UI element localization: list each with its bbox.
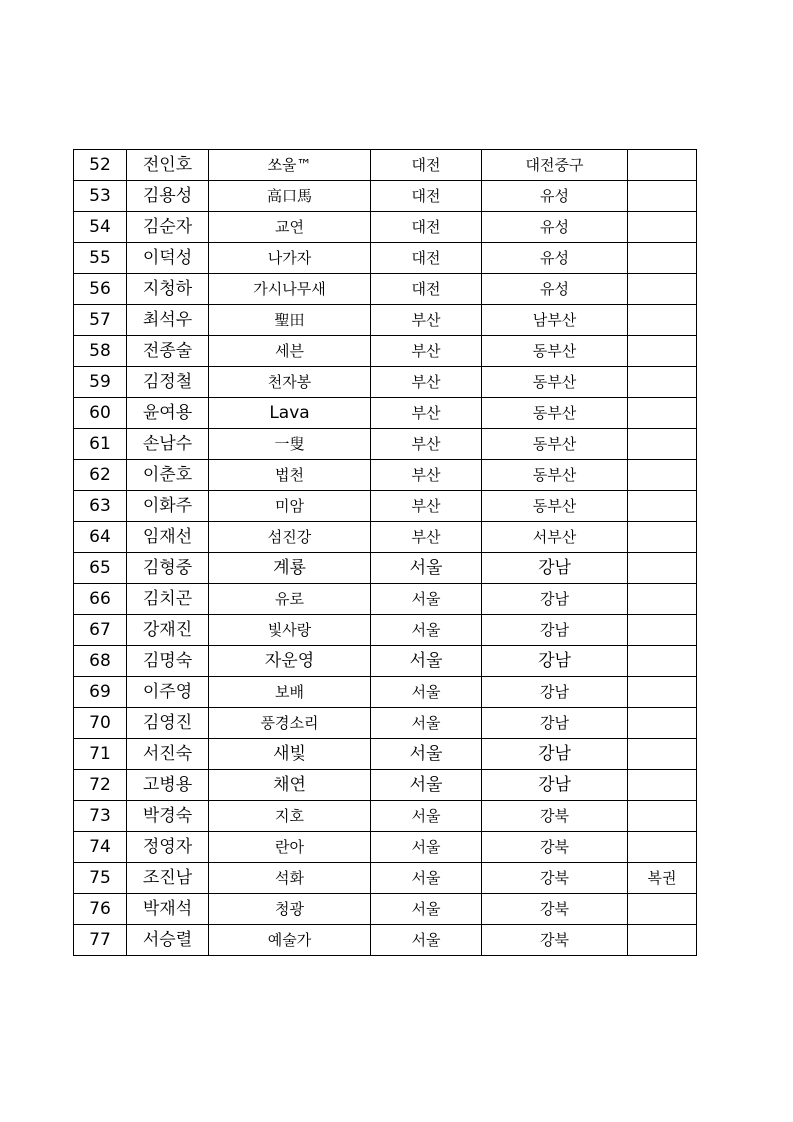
row-number-cell: 65 <box>74 553 127 584</box>
region-cell: 대전 <box>371 274 482 305</box>
region-cell: 서울 <box>371 646 482 677</box>
branch-cell: 강북 <box>482 863 628 894</box>
nickname-cell: 보배 <box>209 677 371 708</box>
member-name-cell: 강재진 <box>127 615 209 646</box>
row-number-cell: 63 <box>74 491 127 522</box>
table-row <box>74 894 697 925</box>
table-row <box>74 677 697 708</box>
table-row <box>74 460 697 491</box>
nickname-cell: 유로 <box>209 584 371 615</box>
member-name-cell: 서진숙 <box>127 739 209 770</box>
note-cell: 복권 <box>628 863 697 894</box>
branch-cell: 강남 <box>482 646 628 677</box>
note-cell <box>628 615 697 646</box>
row-number-cell: 60 <box>74 398 127 429</box>
nickname-cell: 법천 <box>209 460 371 491</box>
table-row <box>74 305 697 336</box>
branch-cell: 유성 <box>482 243 628 274</box>
branch-cell: 강남 <box>482 677 628 708</box>
nickname-cell: 풍경소리 <box>209 708 371 739</box>
region-cell: 부산 <box>371 336 482 367</box>
nickname-cell: 一叟 <box>209 429 371 460</box>
row-number-cell: 71 <box>74 739 127 770</box>
row-number-cell: 52 <box>74 150 127 181</box>
nickname-cell: 새빛 <box>209 739 371 770</box>
member-name-cell: 김치곤 <box>127 584 209 615</box>
row-number-cell: 68 <box>74 646 127 677</box>
branch-cell: 동부산 <box>482 429 628 460</box>
branch-cell: 서부산 <box>482 522 628 553</box>
member-name-cell: 손남수 <box>127 429 209 460</box>
note-cell <box>628 212 697 243</box>
note-cell <box>628 181 697 212</box>
nickname-cell: 자운영 <box>209 646 371 677</box>
region-cell: 서울 <box>371 925 482 956</box>
row-number-cell: 70 <box>74 708 127 739</box>
member-name-cell: 김순자 <box>127 212 209 243</box>
branch-cell: 동부산 <box>482 367 628 398</box>
region-cell: 서울 <box>371 677 482 708</box>
nickname-cell: 란아 <box>209 832 371 863</box>
row-number-cell: 77 <box>74 925 127 956</box>
branch-cell: 동부산 <box>482 398 628 429</box>
nickname-cell: 섬진강 <box>209 522 371 553</box>
region-cell: 서울 <box>371 832 482 863</box>
table-row <box>74 491 697 522</box>
member-name-cell: 김형중 <box>127 553 209 584</box>
region-cell: 대전 <box>371 150 482 181</box>
nickname-cell: 가시나무새 <box>209 274 371 305</box>
region-cell: 서울 <box>371 584 482 615</box>
branch-cell: 강남 <box>482 739 628 770</box>
note-cell <box>628 460 697 491</box>
table-row <box>74 150 697 181</box>
note-cell <box>628 739 697 770</box>
note-cell <box>628 336 697 367</box>
table-row <box>74 243 697 274</box>
row-number-cell: 69 <box>74 677 127 708</box>
table-row <box>74 553 697 584</box>
row-number-cell: 62 <box>74 460 127 491</box>
member-name-cell: 정영자 <box>127 832 209 863</box>
member-name-cell: 김정철 <box>127 367 209 398</box>
row-number-cell: 56 <box>74 274 127 305</box>
region-cell: 서울 <box>371 553 482 584</box>
branch-cell: 강북 <box>482 894 628 925</box>
member-name-cell: 최석우 <box>127 305 209 336</box>
branch-cell: 강북 <box>482 801 628 832</box>
table-row <box>74 584 697 615</box>
note-cell <box>628 522 697 553</box>
note-cell <box>628 646 697 677</box>
row-number-cell: 64 <box>74 522 127 553</box>
table-row <box>74 274 697 305</box>
table-row <box>74 770 697 801</box>
region-cell: 대전 <box>371 181 482 212</box>
region-cell: 서울 <box>371 801 482 832</box>
note-cell <box>628 708 697 739</box>
table-row <box>74 429 697 460</box>
row-number-cell: 66 <box>74 584 127 615</box>
table-row <box>74 398 697 429</box>
note-cell <box>628 305 697 336</box>
note-cell <box>628 801 697 832</box>
table-row <box>74 522 697 553</box>
member-name-cell: 지청하 <box>127 274 209 305</box>
branch-cell: 유성 <box>482 274 628 305</box>
row-number-cell: 58 <box>74 336 127 367</box>
table-row <box>74 181 697 212</box>
member-name-cell: 박재석 <box>127 894 209 925</box>
branch-cell: 대전중구 <box>482 150 628 181</box>
nickname-cell: 나가자 <box>209 243 371 274</box>
table-row <box>74 212 697 243</box>
table-row <box>74 801 697 832</box>
branch-cell: 동부산 <box>482 491 628 522</box>
region-cell: 서울 <box>371 770 482 801</box>
nickname-cell: 高口馬 <box>209 181 371 212</box>
nickname-cell: 계룡 <box>209 553 371 584</box>
nickname-cell: 聖田 <box>209 305 371 336</box>
row-number-cell: 53 <box>74 181 127 212</box>
region-cell: 대전 <box>371 212 482 243</box>
note-cell <box>628 274 697 305</box>
member-name-cell: 이춘호 <box>127 460 209 491</box>
member-name-cell: 김용성 <box>127 181 209 212</box>
region-cell: 부산 <box>371 305 482 336</box>
branch-cell: 강남 <box>482 615 628 646</box>
note-cell <box>628 553 697 584</box>
nickname-cell: 천자봉 <box>209 367 371 398</box>
branch-cell: 동부산 <box>482 460 628 491</box>
member-name-cell: 조진남 <box>127 863 209 894</box>
row-number-cell: 57 <box>74 305 127 336</box>
nickname-cell: 쏘울™ <box>209 150 371 181</box>
member-table <box>73 149 697 956</box>
note-cell <box>628 367 697 398</box>
nickname-cell: Lava <box>209 398 371 429</box>
branch-cell: 강북 <box>482 832 628 863</box>
member-name-cell: 서승렬 <box>127 925 209 956</box>
row-number-cell: 76 <box>74 894 127 925</box>
branch-cell: 강남 <box>482 553 628 584</box>
region-cell: 서울 <box>371 708 482 739</box>
member-name-cell: 윤여용 <box>127 398 209 429</box>
region-cell: 부산 <box>371 429 482 460</box>
table-row <box>74 739 697 770</box>
nickname-cell: 예술가 <box>209 925 371 956</box>
member-name-cell: 전인호 <box>127 150 209 181</box>
note-cell <box>628 584 697 615</box>
nickname-cell: 지호 <box>209 801 371 832</box>
region-cell: 부산 <box>371 367 482 398</box>
member-name-cell: 전종술 <box>127 336 209 367</box>
member-name-cell: 이주영 <box>127 677 209 708</box>
region-cell: 부산 <box>371 522 482 553</box>
member-name-cell: 김명숙 <box>127 646 209 677</box>
region-cell: 서울 <box>371 863 482 894</box>
nickname-cell: 빛사랑 <box>209 615 371 646</box>
note-cell <box>628 925 697 956</box>
member-name-cell: 이덕성 <box>127 243 209 274</box>
nickname-cell: 교연 <box>209 212 371 243</box>
branch-cell: 강남 <box>482 770 628 801</box>
row-number-cell: 54 <box>74 212 127 243</box>
branch-cell: 강북 <box>482 925 628 956</box>
row-number-cell: 59 <box>74 367 127 398</box>
branch-cell: 강남 <box>482 584 628 615</box>
row-number-cell: 72 <box>74 770 127 801</box>
branch-cell: 강남 <box>482 708 628 739</box>
table-row <box>74 336 697 367</box>
region-cell: 서울 <box>371 739 482 770</box>
region-cell: 서울 <box>371 894 482 925</box>
row-number-cell: 74 <box>74 832 127 863</box>
note-cell <box>628 770 697 801</box>
member-name-cell: 박경숙 <box>127 801 209 832</box>
nickname-cell: 세븐 <box>209 336 371 367</box>
row-number-cell: 75 <box>74 863 127 894</box>
table-row <box>74 832 697 863</box>
table-body <box>74 150 697 956</box>
branch-cell: 유성 <box>482 212 628 243</box>
note-cell <box>628 832 697 863</box>
table-row <box>74 708 697 739</box>
nickname-cell: 석화 <box>209 863 371 894</box>
note-cell <box>628 429 697 460</box>
branch-cell: 유성 <box>482 181 628 212</box>
branch-cell: 동부산 <box>482 336 628 367</box>
table-row <box>74 925 697 956</box>
member-name-cell: 임재선 <box>127 522 209 553</box>
row-number-cell: 73 <box>74 801 127 832</box>
member-name-cell: 이화주 <box>127 491 209 522</box>
table-row <box>74 615 697 646</box>
note-cell <box>628 150 697 181</box>
table-row <box>74 646 697 677</box>
member-name-cell: 고병용 <box>127 770 209 801</box>
note-cell <box>628 894 697 925</box>
region-cell: 서울 <box>371 615 482 646</box>
nickname-cell: 청광 <box>209 894 371 925</box>
region-cell: 부산 <box>371 491 482 522</box>
nickname-cell: 미암 <box>209 491 371 522</box>
member-name-cell: 김영진 <box>127 708 209 739</box>
row-number-cell: 67 <box>74 615 127 646</box>
row-number-cell: 55 <box>74 243 127 274</box>
nickname-cell: 채연 <box>209 770 371 801</box>
region-cell: 대전 <box>371 243 482 274</box>
table-row <box>74 863 697 894</box>
note-cell <box>628 398 697 429</box>
row-number-cell: 61 <box>74 429 127 460</box>
region-cell: 부산 <box>371 398 482 429</box>
branch-cell: 남부산 <box>482 305 628 336</box>
table-row <box>74 367 697 398</box>
region-cell: 부산 <box>371 460 482 491</box>
note-cell <box>628 243 697 274</box>
note-cell <box>628 677 697 708</box>
note-cell <box>628 491 697 522</box>
